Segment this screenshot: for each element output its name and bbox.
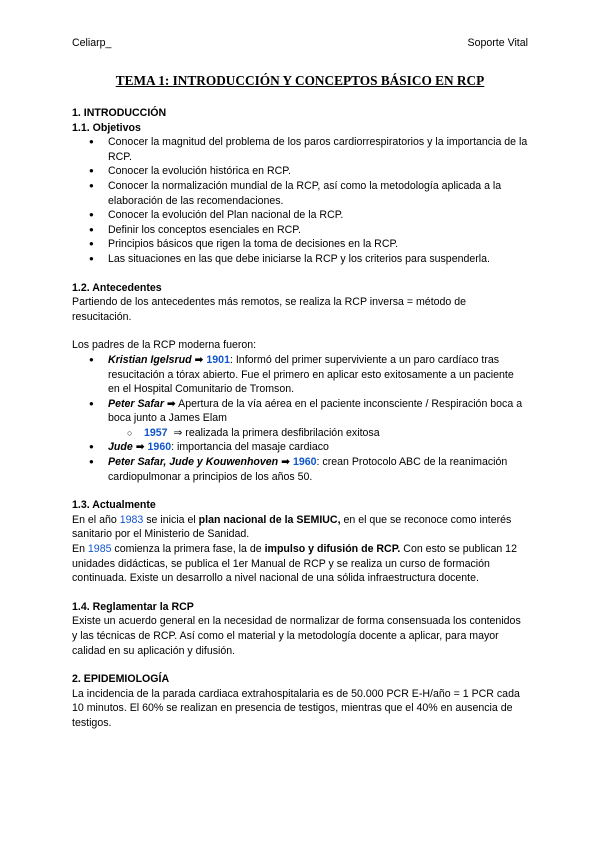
bold-text: plan nacional de la SEMIUC, bbox=[198, 513, 341, 526]
text: En el año bbox=[72, 513, 120, 526]
list-item: ● Conocer la evolución histórica en RCP. bbox=[72, 164, 528, 179]
list-item bbox=[72, 440, 528, 455]
year: 1960 bbox=[147, 441, 172, 454]
text: comienza la primera fase, la de bbox=[111, 543, 265, 556]
text: se inicia el bbox=[143, 513, 199, 526]
item-text: : crean Protocolo ABC de la reanimación cardiopulmonar a principios de los años 50. bbox=[108, 456, 508, 483]
person-name: Peter Safar, Jude y Kouwenhoven bbox=[108, 456, 279, 469]
header-left: Celiarp_ bbox=[72, 37, 112, 49]
section-1-2-heading: 1.2. Antecedentes bbox=[72, 281, 162, 294]
item-text: ⇒ realizada la primera desfibrilación exitosa bbox=[173, 426, 380, 439]
actualmente-paragraph-1 bbox=[72, 513, 528, 542]
section-1-4-heading: 1.4. Reglamentar la RCP bbox=[72, 600, 194, 613]
text: Con esto se publican 12 unidades didácticas, se publica el 1er Manual de RCP y se realiza un curso de formación continuada. Existe un desarrollo a nivel nacional de una sólida infraestructura docente. bbox=[72, 543, 517, 585]
list-item: ● Definir los conceptos esenciales en RCP. bbox=[72, 223, 528, 238]
arrow-icon: ➡ bbox=[194, 353, 204, 366]
document-body bbox=[72, 106, 528, 731]
item-text: : Informó del primer superviviente a un paro cardíaco tras resucitación a tórax abierto. Fue el primero en aplicar esto exitosamente a un paciente en el Hospital Comunitario de Tromson. bbox=[108, 353, 514, 396]
list-item: ● Principios básicos que rigen la toma de decisiones en la RCP. bbox=[72, 237, 528, 252]
reglamentar-paragraph: Existe un acuerdo general en la necesidad de normalizar de forma consensuada los contenidos y las técnicas de RCP. Así como el material y la metodología docente a aplicar, para mayor calidad en su aplicación y difusión. bbox=[72, 615, 521, 657]
epidemiologia-paragraph: La incidencia de la parada cardiaca extrahospitalaria es de 50.000 PCR E-H/año = 1 PCR cada 10 minutos. El 60% se realizan en presencia de testigos, mientras que el 40% en ausencia de testigos. bbox=[72, 687, 520, 729]
sub-list-item bbox=[72, 426, 528, 441]
text: en el que se reconoce como interés sanitario por el Ministerio de Sanidad. bbox=[72, 513, 512, 541]
sub-list bbox=[72, 426, 528, 441]
year: 1901 bbox=[206, 353, 230, 366]
year: 1960 bbox=[292, 456, 317, 469]
year: 1985 bbox=[87, 543, 112, 556]
arrow-icon: ➡ bbox=[166, 397, 176, 410]
header-right: Soporte Vital bbox=[467, 37, 528, 49]
list-item bbox=[72, 455, 528, 484]
bold-text: impulso y difusión de RCP. bbox=[264, 543, 401, 556]
actualmente-paragraph-2 bbox=[72, 542, 528, 586]
person-name: Peter Safar bbox=[108, 397, 164, 410]
antecedentes-paragraph: Partiendo de los antecedentes más remotos, se realiza la RCP inversa = método de resucitación. bbox=[72, 296, 467, 323]
list-item bbox=[72, 353, 528, 397]
list-item: ● Conocer la evolución del Plan nacional de la RCP. bbox=[72, 208, 528, 223]
list-item: ● Conocer la magnitud del problema de los paros cardiorrespiratorios y la importancia de la RCP. bbox=[72, 135, 528, 164]
padres-intro: Los padres de la RCP moderna fueron: bbox=[72, 339, 257, 352]
item-text: Apertura de la vía aérea en el paciente inconsciente / Respiración boca a boca junto a James Elam bbox=[108, 397, 523, 425]
section-1-3-heading: 1.3. Actualmente bbox=[72, 499, 156, 512]
list-item: ● Conocer la normalización mundial de la RCP, así como la metodología aplicada a la elaboración de las recomendaciones. bbox=[72, 179, 528, 208]
arrow-icon: ➡ bbox=[281, 456, 290, 469]
objectives-list bbox=[72, 135, 528, 266]
person-name: Kristian Igelsrud bbox=[108, 353, 192, 366]
fathers-list bbox=[72, 353, 528, 484]
year: 1957 bbox=[144, 426, 168, 439]
page-title: TEMA 1: INTRODUCCIÓN Y CONCEPTOS BÁSICO EN RCP bbox=[115, 73, 485, 88]
item-text: : importancia del masaje cardiaco bbox=[171, 441, 329, 454]
section-1-heading: 1. INTRODUCCIÓN bbox=[72, 107, 167, 119]
list-item bbox=[72, 397, 528, 441]
section-1-1-heading: 1.1. Objetivos bbox=[72, 121, 141, 134]
page-header bbox=[72, 36, 528, 51]
arrow-icon: ➡ bbox=[135, 441, 145, 454]
section-2-heading: 2. EPIDEMIOLOGÍA bbox=[72, 673, 170, 686]
person-name: Jude bbox=[108, 441, 133, 454]
year: 1983 bbox=[119, 513, 144, 526]
list-item: ● Las situaciones en las que debe iniciarse la RCP y los criterios para suspenderla. bbox=[72, 252, 528, 267]
text: En bbox=[72, 543, 88, 556]
